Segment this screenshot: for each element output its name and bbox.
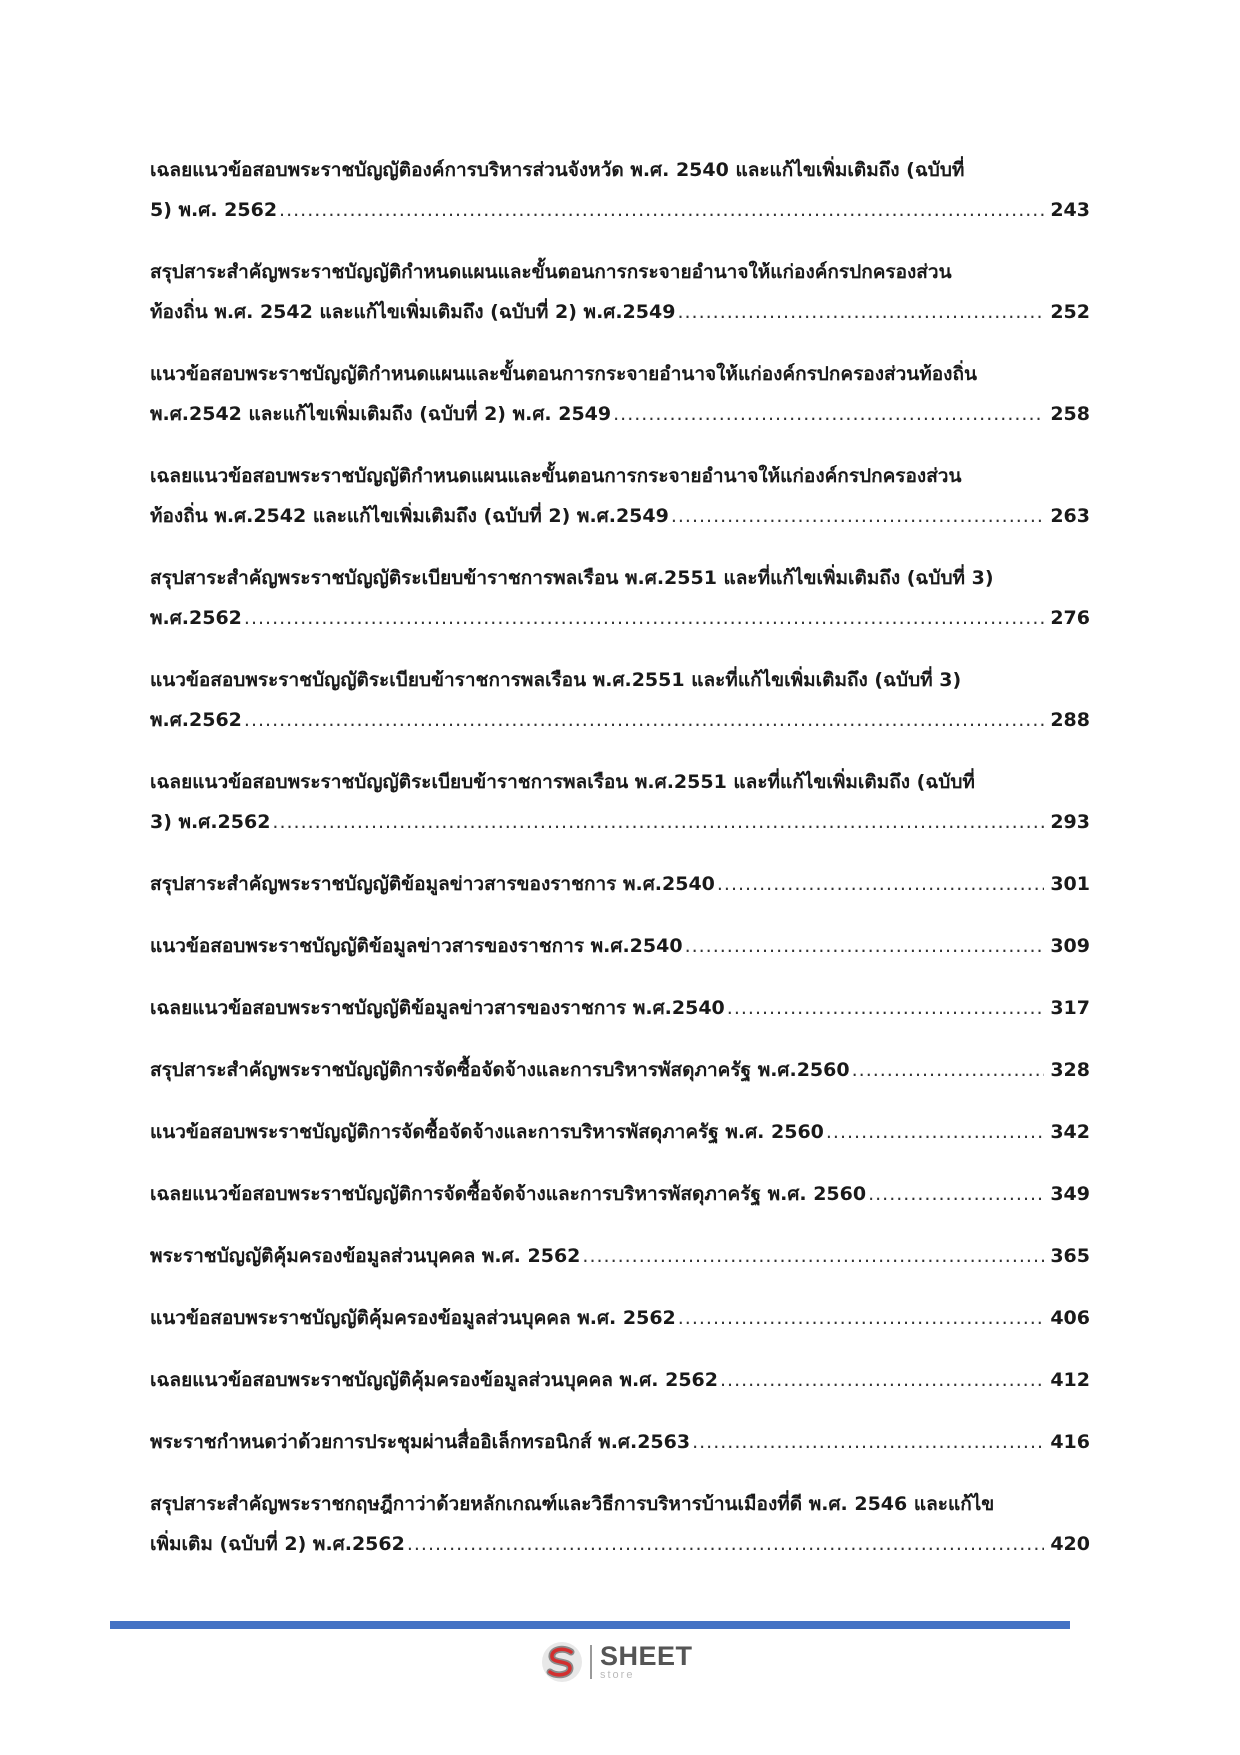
toc-dot-leader: [727, 988, 1045, 1028]
toc-entry-last-line: [150, 292, 1090, 332]
toc-entry-last-line: [150, 926, 1090, 966]
toc-entry-title: พ.ศ.2542 และแก้ไขเพิ่มเติมถึง (ฉบับที่ 2) พ.ศ. 2549: [150, 403, 612, 425]
toc-entry-last-line: [150, 394, 1090, 434]
toc-entry-title: เฉลยแนวข้อสอบพระราชบัญญัติกำหนดแผนและขั้นตอนการกระจายอำนาจให้แก่องค์กรปกครองส่วน: [150, 465, 962, 487]
logo-divider: [590, 1645, 592, 1679]
toc-entry-title: เฉลยแนวข้อสอบพระราชบัญญัติการจัดซื้อจัดจ้างและการบริหารพัสดุภาครัฐ พ.ศ. 2560: [150, 1183, 867, 1205]
toc-entry[interactable]: [150, 252, 1090, 332]
toc-entry[interactable]: [150, 354, 1090, 434]
toc-entry-title: เฉลยแนวข้อสอบพระราชบัญญัติระเบียบข้าราชการพลเรือน พ.ศ.2551 และที่แก้ไขเพิ่มเติมถึง (ฉบับที่: [150, 771, 975, 793]
sheet-store-s-logo-icon: [540, 1640, 584, 1684]
toc-entry-title: แนวข้อสอบพระราชบัญญัติคุ้มครองข้อมูลส่วนบุคคล พ.ศ. 2562: [150, 1307, 676, 1329]
toc-entry-last-line: [150, 988, 1090, 1028]
toc-dot-leader: [279, 190, 1044, 230]
toc-entry[interactable]: [150, 660, 1090, 740]
toc-dot-leader: [692, 1422, 1044, 1462]
toc-dot-leader: [272, 802, 1044, 842]
toc-entry-title: สรุปสาระสำคัญพระราชบัญญัติระเบียบข้าราชการพลเรือน พ.ศ.2551 และที่แก้ไขเพิ่มเติมถึง (ฉบับที่ 3): [150, 567, 994, 589]
logo-wordmark: SHEET: [600, 1641, 693, 1671]
toc-entry-last-line: [150, 1524, 1090, 1564]
toc-entry-title: พ.ศ.2562: [150, 607, 242, 629]
toc-entry[interactable]: [150, 1298, 1090, 1338]
toc-entry[interactable]: [150, 1050, 1090, 1090]
toc-page-number: 342: [1050, 1121, 1090, 1143]
toc-page-number: 258: [1050, 403, 1090, 425]
toc-dot-leader: [852, 1050, 1045, 1090]
toc-page-number: 263: [1050, 505, 1090, 527]
footer-logo: [540, 1635, 693, 1689]
toc-page-number: 416: [1050, 1431, 1090, 1453]
toc-entry[interactable]: [150, 1236, 1090, 1276]
toc-entry-title: เฉลยแนวข้อสอบพระราชบัญญัติคุ้มครองข้อมูลส่วนบุคคล พ.ศ. 2562: [150, 1369, 718, 1391]
toc-entry-last-line: [150, 190, 1090, 230]
toc-entry-title: พระราชกำหนดว่าด้วยการประชุมผ่านสื่ออิเล็กทรอนิกส์ พ.ศ.2563: [150, 1431, 691, 1453]
toc-entry-last-line: [150, 1298, 1090, 1338]
toc-dot-leader: [407, 1524, 1045, 1564]
logo-subtext: store: [600, 1669, 635, 1681]
toc-page-number: 288: [1050, 709, 1090, 731]
toc-entry-title: สรุปสาระสำคัญพระราชกฤษฎีกาว่าด้วยหลักเกณฑ์และวิธีการบริหารบ้านเมืองที่ดี พ.ศ. 2546 และแก้ไข: [150, 1493, 995, 1515]
toc-page-number: 317: [1050, 997, 1090, 1019]
toc-entry-title: ท้องถิ่น พ.ศ.2542 และแก้ไขเพิ่มเติมถึง (ฉบับที่ 2) พ.ศ.2549: [150, 505, 669, 527]
toc-dot-leader: [244, 700, 1044, 740]
toc-entry-title: แนวข้อสอบพระราชบัญญัติกำหนดแผนและขั้นตอนการกระจายอำนาจให้แก่องค์กรปกครองส่วนท้องถิ่น: [150, 363, 977, 385]
toc-entry-last-line: [150, 496, 1090, 536]
toc-entry-last-line: [150, 864, 1090, 904]
toc-page-number: 309: [1050, 935, 1090, 957]
toc-entry[interactable]: [150, 558, 1090, 638]
toc-dot-leader: [685, 926, 1045, 966]
toc-entry[interactable]: [150, 1112, 1090, 1152]
toc-entry-title: เฉลยแนวข้อสอบพระราชบัญญัติองค์การบริหารส่วนจังหวัด พ.ศ. 2540 และแก้ไขเพิ่มเติมถึง (ฉบับที่: [150, 159, 965, 181]
toc-entry-last-line: [150, 1112, 1090, 1152]
toc-entry-title: เฉลยแนวข้อสอบพระราชบัญญัติข้อมูลข่าวสารของราชการ พ.ศ.2540: [150, 997, 725, 1019]
toc-entry[interactable]: [150, 926, 1090, 966]
toc-entry[interactable]: [150, 762, 1090, 842]
toc-entry-title: สรุปสาระสำคัญพระราชบัญญัติข้อมูลข่าวสารของราชการ พ.ศ.2540: [150, 873, 715, 895]
toc-page-number: 293: [1050, 811, 1090, 833]
toc-entry-title: 5) พ.ศ. 2562: [150, 199, 278, 221]
toc-dot-leader: [671, 496, 1045, 536]
toc-entry[interactable]: [150, 988, 1090, 1028]
toc-dot-leader: [826, 1112, 1044, 1152]
toc-entry[interactable]: [150, 456, 1090, 536]
toc-entry-title: พระราชบัญญัติคุ้มครองข้อมูลส่วนบุคคล พ.ศ. 2562: [150, 1245, 581, 1267]
toc-entry-title: แนวข้อสอบพระราชบัญญัติข้อมูลข่าวสารของราชการ พ.ศ.2540: [150, 935, 683, 957]
toc-dot-leader: [677, 292, 1044, 332]
toc-entry-title: ท้องถิ่น พ.ศ. 2542 และแก้ไขเพิ่มเติมถึง (ฉบับที่ 2) พ.ศ.2549: [150, 301, 676, 323]
toc-entry-title: สรุปสาระสำคัญพระราชบัญญัติกำหนดแผนและขั้นตอนการกระจายอำนาจให้แก่องค์กรปกครองส่วน: [150, 261, 952, 283]
toc-dot-leader: [678, 1298, 1045, 1338]
toc-dot-leader: [613, 394, 1044, 434]
toc-page-number: 276: [1050, 607, 1090, 629]
toc-entry-last-line: [150, 700, 1090, 740]
toc-page-number: 365: [1050, 1245, 1090, 1267]
toc-entry-title: พ.ศ.2562: [150, 709, 242, 731]
toc-page-number: 412: [1050, 1369, 1090, 1391]
toc-entry[interactable]: [150, 1360, 1090, 1400]
toc-entry-last-line: [150, 598, 1090, 638]
toc-entry-last-line: [150, 1360, 1090, 1400]
toc-entry-title: สรุปสาระสำคัญพระราชบัญญัติการจัดซื้อจัดจ้างและการบริหารพัสดุภาครัฐ พ.ศ.2560: [150, 1059, 850, 1081]
toc-entry-last-line: [150, 802, 1090, 842]
toc-page-number: 243: [1050, 199, 1090, 221]
toc-entry-last-line: [150, 1174, 1090, 1214]
toc-page-number: 406: [1050, 1307, 1090, 1329]
toc-page-number: 349: [1050, 1183, 1090, 1205]
toc-entry-title: เพิ่มเติม (ฉบับที่ 2) พ.ศ.2562: [150, 1533, 405, 1555]
toc-entry-title: แนวข้อสอบพระราชบัญญัติระเบียบข้าราชการพลเรือน พ.ศ.2551 และที่แก้ไขเพิ่มเติมถึง (ฉบับที่ 3): [150, 669, 962, 691]
toc-page-number: 301: [1050, 873, 1090, 895]
toc-entry[interactable]: [150, 864, 1090, 904]
toc-entry[interactable]: [150, 1422, 1090, 1462]
toc-entry-last-line: [150, 1236, 1090, 1276]
toc-dot-leader: [868, 1174, 1044, 1214]
toc-entry-title: แนวข้อสอบพระราชบัญญัติการจัดซื้อจัดจ้างและการบริหารพัสดุภาครัฐ พ.ศ. 2560: [150, 1121, 824, 1143]
toc-entry-title: 3) พ.ศ.2562: [150, 811, 271, 833]
table-of-contents: [150, 150, 1090, 1586]
toc-entry-last-line: [150, 1050, 1090, 1090]
toc-entry-last-line: [150, 1422, 1090, 1462]
toc-dot-leader: [720, 1360, 1044, 1400]
toc-entry[interactable]: [150, 150, 1090, 230]
toc-dot-leader: [717, 864, 1044, 904]
toc-page-number: 252: [1050, 301, 1090, 323]
toc-entry[interactable]: [150, 1484, 1090, 1564]
footer-divider-bar: [110, 1621, 1070, 1629]
toc-entry[interactable]: [150, 1174, 1090, 1214]
toc-page-number: 328: [1050, 1059, 1090, 1081]
toc-dot-leader: [244, 598, 1044, 638]
toc-page-number: 420: [1050, 1533, 1090, 1555]
toc-dot-leader: [582, 1236, 1044, 1276]
